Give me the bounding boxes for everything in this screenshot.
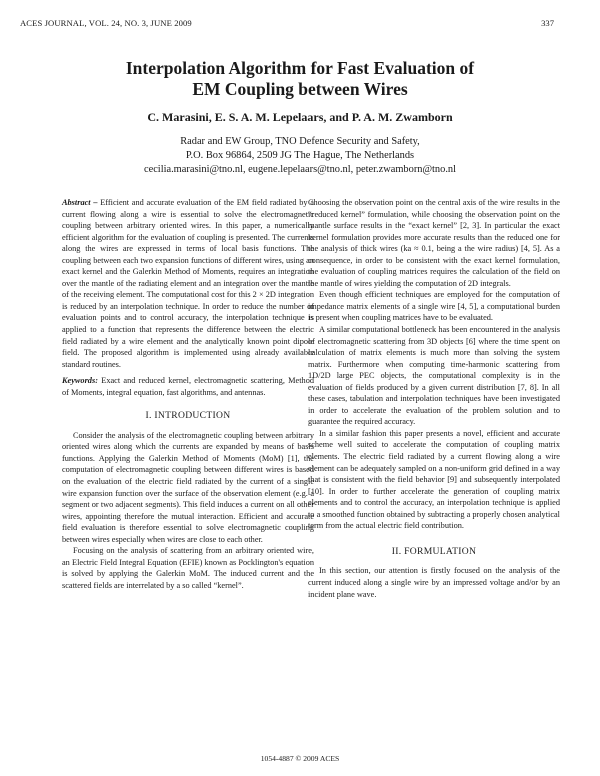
page-number: 337 [541,18,554,28]
intro-paragraph-1: Consider the analysis of the electromagnetic coupling between arbitrary oriented wires along which the currents are expanded by means of basis functions. Applying the Galerkin Method of Moments (MoM) [1], the computation of electromagnetic coupling between different wires is based on the evaluation of the electric field radiated by the current of a single wire expansion function over the surface of the observation element (e.g. a segment or two adjacent segments). This field induces a current on all other wires, appointing therefore the mutual interaction. Efficient and accurate field evaluation is therefore essential to solve electromagnetic coupling between wires especially when wires are close to each other. [62,430,314,544]
abstract-text: Efficient and accurate evaluation of the EM field radiated by a current flowing along a wire is essential to solve the electromagnetic coupling between arbitrary oriented wires. In this paper, a numerically efficient algorithm for the evaluation of coupling is presented. The currents along the wires are expressed in terms of local basis functions. The coupling between each two expansion functions of different wires, using an exact kernel and the Galerkin Method of Moments, requires an integration over the mantle of the radiating element and an integration over the mantle of the receiving element. The computational cost for this 2 × 2D integration is reduced by an interpolation technique. In order to reduce the number of evaluation points and to control accuracy, the interpolation technique is applied to a function that represents the difference between the electric field radiated by a wire element and the analytically known point dipole field. The proposed algorithm is implemented using already available standard routines. [62,198,314,369]
title-line-2: EM Coupling between Wires [192,79,408,99]
journal-header: ACES JOURNAL, VOL. 24, NO. 3, JUNE 2009 [20,18,192,28]
formulation-paragraph-1: In this section, our attention is firstly focused on the analysis of the current induced along a single wire by an impressed voltage and/or by an incident plane wave. [308,566,560,599]
author-list: C. Marasini, E. S. A. M. Lepelaars, and P. A. M. Zwamborn [147,110,453,124]
abstract [62,197,314,370]
title-line-1: Interpolation Algorithm for Fast Evaluation of [125,58,475,78]
affiliation [0,135,600,177]
section-heading-formulation: II. FORMULATION [391,545,477,557]
intro-paragraph-2: Focusing on the analysis of scattering from an arbitrary oriented wire, an Electric Field Integral Equation (EFIE) known as Pocklington's equation is solved by applying the Galerkin MoM. The induced current and the scattered fields are interrelated by a so called “kernel”. [62,546,314,590]
intro-paragraph-4: Even though efficient techniques are employed for the computation of impedance matrix elements of a single wire [4, 5], a computational burden is present when coupling matrices have to be evaluated. [308,290,560,323]
keywords-text: Exact and reduced kernel, electromagnetic scattering, Method of Moments, integral equation, fast algorithms, and antennas. [62,376,314,397]
abstract-label: Abstract – [62,198,98,207]
affiliation-line-1: Radar and EW Group, TNO Defence Security and Safety, [180,136,420,147]
keywords [62,375,314,398]
intro-paragraph-3: Choosing the observation point on the central axis of the wire results in the “reduced kernel” formulation, while choosing the observation point on the mantle surface results in the “exact kernel” [2, 3]. In particular the exact kernel formulation provides more accurate results than the reduced one for the analysis of thick wires (ka ≈ 0.1, being a the wire radius) [4, 5]. As a consequence, in order to be consistent with the exact kernel formulation, the evaluation of coupling matrices requires the calculation of the field on the mantle of wires yielding the computation of 2D integrals. [308,198,560,288]
intro-paragraph-6: In a similar fashion this paper presents a novel, efficient and accurate scheme well suited to accelerate the computation of coupling matrix elements. The electric field radiated by a current flowing along a wire element can be adequately sampled on a non-uniform grid defined in a way that is consistent with the field behavior [9] and subsequently interpolated [10]. In order to further accelerate the generation of coupling matrix elements and to control the accuracy, an interpolation technique is applied to a smoothed function obtained by subtracting a properly chosen analytical term from the actual electric field contribution. [308,428,560,531]
right-column [308,197,560,600]
affiliation-emails: cecilia.marasini@tno.nl, eugene.lepelaars@tno.nl, peter.zwamborn@tno.nl [143,164,457,175]
section-heading-introduction: I. INTRODUCTION [145,410,231,422]
left-column [62,197,314,592]
affiliation-line-2: P.O. Box 96864, 2509 JG The Hague, The Netherlands [185,150,415,161]
intro-paragraph-5: A similar computational bottleneck has been encountered in the analysis of electromagnetic scattering from 3D objects [6] where the time spent on calculation of matrix elements is much more than solving the system matrix. Furthermore when computing time-harmonic scattering from 1D/2D large PEC objects, the computational complexity is in the evaluation of fields produced by a given current distribution [7, 8]. In all these cases, tabulation and interpolation techniques have been investigated in order to accelerate the evaluation of the problem solution and to guarantee the required accuracy. [308,325,560,427]
paper-title [0,58,600,100]
keywords-label: Keywords: [62,376,98,386]
copyright-footer: 1054-4887 © 2009 ACES [260,754,340,763]
